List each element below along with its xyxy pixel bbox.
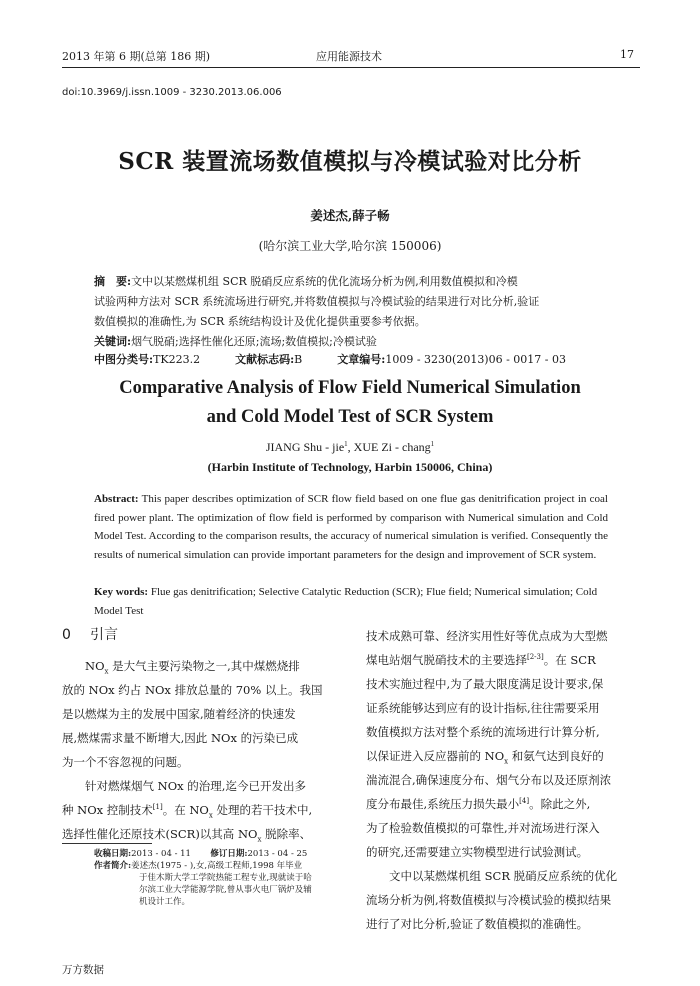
author-bio-line: 机设计工作。: [139, 897, 191, 907]
article-no-value: 1009 - 3230(2013)06 - 0017 - 03: [385, 353, 567, 366]
footnote-dates: [94, 848, 312, 860]
body-left-column: [62, 654, 347, 846]
footnote-rule: [62, 843, 152, 844]
authors-en: [0, 440, 700, 455]
keywords-en-text: Flue gas denitrification; Selective Catalytic Reduction (SCR); Flue field; Numerical simulation; Cold Model Test: [94, 586, 598, 617]
body-line: [62, 798, 347, 822]
received-label: 收稿日期:: [94, 849, 132, 859]
running-header-journal: 应用能源技术: [316, 50, 382, 63]
abstract-cn-text: 文中以某燃煤机组 SCR 脱硝反应系统的优化流场分析为例,利用数值模拟和冷模: [131, 275, 518, 288]
body-line: 是以燃煤为主的发展中国家,随着经济的快速发: [62, 707, 296, 721]
keywords-en: [94, 583, 608, 620]
author-bio-line: 于佳木斯大学工学院热能工程专业,现就读于哈: [139, 873, 312, 883]
received-date: 2013 - 04 - 11: [131, 849, 191, 859]
paper-title-en-line1: Comparative Analysis of Flow Field Numerical Simulation: [119, 378, 581, 398]
text-run: 。在 NO: [162, 803, 209, 817]
body-right-column: [366, 624, 642, 936]
body-line: 流场分析为例,将数值模拟与冷模试验的模拟结果: [366, 893, 612, 907]
text-run: 针对燃煤烟气 NOx 的治理,迄今已开发出多: [85, 779, 306, 793]
citation-ref[interactable]: [1]: [152, 803, 163, 812]
text-run: 和氨气达到良好的: [508, 749, 604, 763]
body-line: 的研究,还需要建立实物模型进行试验测试。: [366, 845, 589, 859]
body-line: [366, 792, 642, 816]
paper-title-en: [0, 374, 700, 432]
author-bio-label: 作者简介:: [94, 861, 132, 871]
body-line: [366, 744, 642, 768]
text-run: NO: [85, 659, 105, 673]
body-line: 为了检验数值模拟的可靠性,并对流场进行深入: [366, 821, 600, 835]
subscript: x: [208, 811, 213, 820]
running-header-issue: 2013 年第 6 期(总第 186 期): [62, 50, 211, 63]
subscript: x: [504, 757, 509, 766]
text-run: 选择性催化还原技术(SCR)以其高 NO: [62, 827, 258, 841]
affiliation-en: (Harbin Institute of Technology, Harbin 150006, China): [207, 460, 493, 474]
abstract-en: [94, 490, 608, 564]
text-run: 是大气主要污染物之一,其中煤燃烧排: [108, 659, 300, 673]
footnote: [94, 848, 312, 908]
doc-code-label: 文献标志码:: [235, 353, 295, 366]
section-title: 引言: [90, 627, 118, 643]
citation-ref[interactable]: [2-3]: [527, 653, 544, 662]
abstract-cn-line: 数值模拟的准确性,为 SCR 系统结构设计及优化提供重要参考依据。: [94, 315, 426, 328]
keywords-cn: [94, 332, 616, 352]
text-run: 以保证进入反应器前的 NO: [366, 749, 505, 763]
abstract-en-label: Abstract:: [94, 493, 139, 505]
text-run: 度分布最佳,系统压力损失最小: [366, 797, 520, 811]
body-line: 为一个不容忽视的问题。: [62, 755, 189, 769]
author-en-1: JIANG Shu - jie: [265, 440, 345, 454]
running-header-page-number: 17: [620, 48, 634, 61]
text-run: 脱除率、: [261, 827, 312, 841]
body-line: 展,燃煤需求量不断增大,因此 NOx 的污染已成: [62, 731, 299, 745]
text-run: 文中以某燃煤机组 SCR 脱硝反应系统的优化: [389, 869, 618, 883]
body-line: [62, 654, 347, 678]
body-line: 技术成熟可靠、经济实用性好等优点成为大型燃: [366, 629, 608, 643]
affiliation-cn: (哈尔滨工业大学,哈尔滨 150006): [258, 239, 442, 253]
abstract-en-text: This paper describes optimization of SCR flow field based on one flue gas denitrification project in coal fired power plant. The optimization of flow field is performed by comparison with Numerical simulation and Cold Model Test. According to the comparison results, the accuracy of numerical simulation is verified. Consequently the results of numerical simulation can provide important parameters for the design and improvement of SCR system.: [94, 493, 608, 561]
body-line: 进行了对比分析,验证了数值模拟的准确性。: [366, 917, 589, 931]
keywords-cn-text: 烟气脱硝;选择性催化还原;流场;数值模拟;冷模试验: [131, 335, 377, 348]
subscript: x: [104, 667, 109, 676]
text-run: 煤电站烟气脱硝技术的主要选择: [366, 653, 527, 667]
section-number: 0: [62, 627, 71, 643]
author-bio-line: 姜述杰(1975 - ),女,高级工程师,1998 年毕业: [131, 861, 303, 871]
classification-line: [94, 350, 616, 370]
abstract-cn-label: 摘 要:: [94, 275, 132, 288]
body-line: 湍流混合,确保速度分布、烟气分布以及还原剂浓: [366, 773, 612, 787]
body-line: [366, 864, 642, 888]
keywords-cn-label: 关键词:: [94, 335, 132, 348]
clc-label: 中图分类号:: [94, 353, 154, 366]
paper-title-cn: SCR 装置流场数值模拟与冷模试验对比分析: [118, 148, 582, 175]
abstract-cn: [94, 272, 616, 332]
author-en-2: XUE Zi - chang: [353, 440, 431, 454]
header-rule: [62, 67, 640, 68]
body-line: 技术实施过程中,为了最大限度满足设计要求,保: [366, 677, 604, 691]
text-run: 处理的若干技术中,: [212, 803, 313, 817]
abstract-cn-line: 试验两种方法对 SCR 系统流场进行研究,并将数值模拟与冷模试验的结果进行对比分析,验证: [94, 295, 540, 308]
footer-source: 万方数据: [62, 964, 104, 976]
author-en-sep: ,: [347, 440, 354, 454]
footnote-author: [94, 860, 312, 872]
citation-ref[interactable]: [4]: [519, 797, 530, 806]
author-bio-line: 尔滨工业大学能源学院,曾从事火电厂锅炉及辅: [139, 885, 312, 895]
author-en-2-sup: 1: [430, 440, 435, 448]
keywords-en-label: Key words:: [94, 586, 149, 598]
paper-title-en-line2: and Cold Model Test of SCR System: [206, 407, 494, 427]
subscript: x: [257, 835, 262, 844]
revised-date: 2013 - 04 - 25: [247, 849, 308, 859]
authors-cn: 姜述杰,薛子畅: [310, 208, 390, 223]
text-run: 。除此之外,: [529, 797, 591, 811]
body-line: 证系统能够达到应有的设计指标,往往需要采用: [366, 701, 600, 715]
doi[interactable]: doi:10.3969/j.issn.1009 - 3230.2013.06.006: [62, 87, 282, 98]
body-line: 数值模拟方法对整个系统的流场进行计算分析,: [366, 725, 600, 739]
section-heading: [62, 624, 118, 644]
doc-code-value: B: [294, 353, 303, 366]
text-run: 种 NOx 控制技术: [62, 803, 153, 817]
revised-label: 修订日期:: [210, 849, 248, 859]
author-en-1-sup: 1: [344, 440, 348, 448]
abstract-cn-line: [94, 272, 616, 292]
body-line: [366, 648, 642, 672]
body-line: [62, 774, 347, 798]
article-no-label: 文章编号:: [337, 353, 386, 366]
body-line: 放的 NOx 约占 NOx 排放总量的 70% 以上。我国: [62, 683, 323, 697]
text-run: 。在 SCR: [543, 653, 596, 667]
clc-value: TK223.2: [153, 353, 201, 366]
